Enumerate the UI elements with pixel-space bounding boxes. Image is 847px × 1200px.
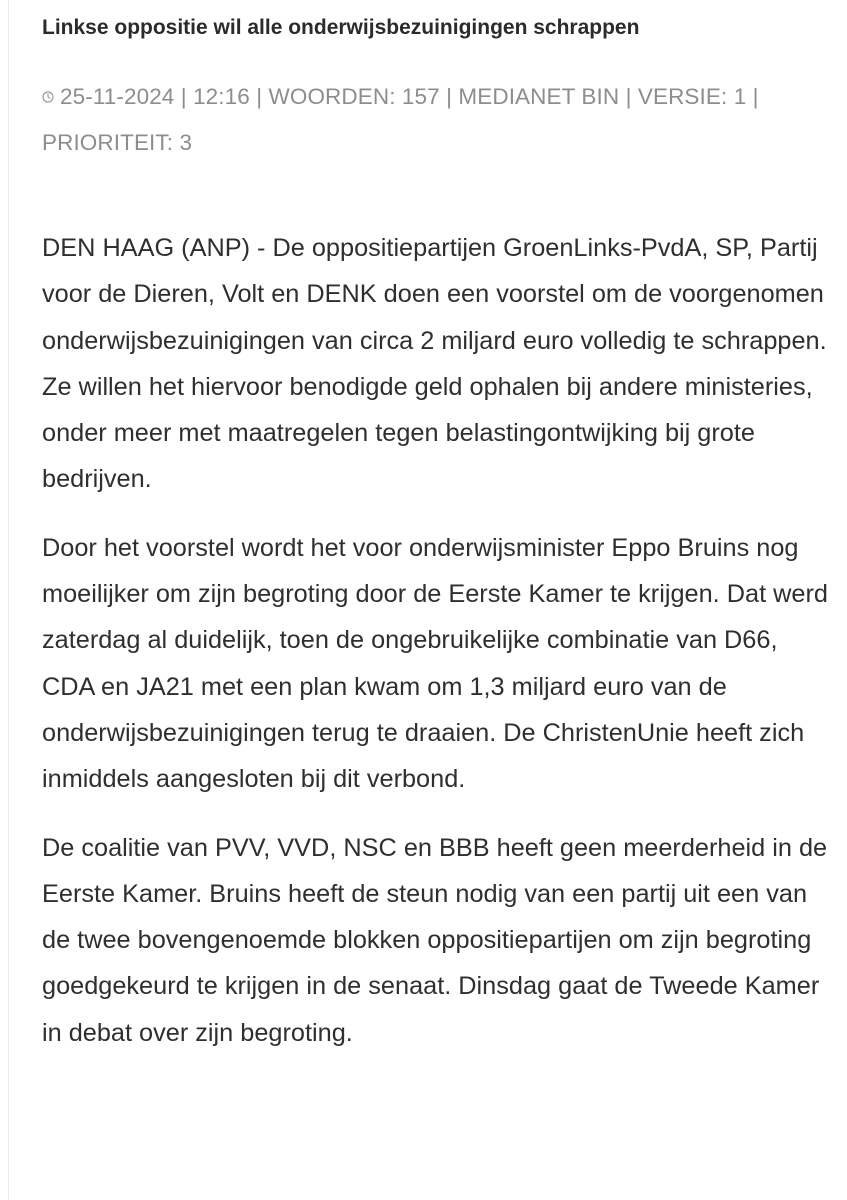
article-paragraph-2: Door het voorstel wordt het voor onderwijsminister Eppo Bruins nog moeilijker om zijn begroting door de Eerste Kamer te krijgen. Dat werd zaterdag al duidelijk, toen de ongebruikelijke combinatie van D66, CDA en JA21 met een plan kwam om 1,3 miljard euro van de onderwijsbezuinigingen terug te draaien. De ChristenUnie heeft zich inmiddels aangesloten bij dit verbond. [42,533,828,794]
article-paragraph-1: DEN HAAG (ANP) - De oppositiepartijen GroenLinks-PvdA, SP, Partij voor de Dieren, Volt en DENK doen een voorstel om de voorgenomen onderwijsbezuinigingen van circa 2 miljard euro volledig te schrappen. Ze willen het hiervoor benodigde geld ophalen bij andere ministeries, onder meer met maatregelen tegen belastingontwijking bij grote bedrijven. [42,234,827,494]
article-headline: Linkse oppositie wil alle onderwijsbezuinigingen schrappen [42,16,640,39]
left-divider [8,0,9,1200]
article-paragraph-3: De coalitie van PVV, VVD, NSC en BBB heeft geen meerderheid in de Eerste Kamer. Bruins heeft de steun nodig van een partij uit een van de twee bovengenoemde blokken oppositiepartijen om zijn begroting goedgekeurd te krijgen in de senaat. Dinsdag gaat de Tweede Kamer in debat over zijn begroting. [42,833,828,1047]
clock-icon [42,91,54,103]
meta-text: 25-11-2024 | 12:16 | WOORDEN: 157 | MEDIANET BIN | VERSIE: 1 | PRIORITEIT: 3 [42,84,759,155]
article-meta [42,74,832,166]
article-body [42,225,832,1078]
